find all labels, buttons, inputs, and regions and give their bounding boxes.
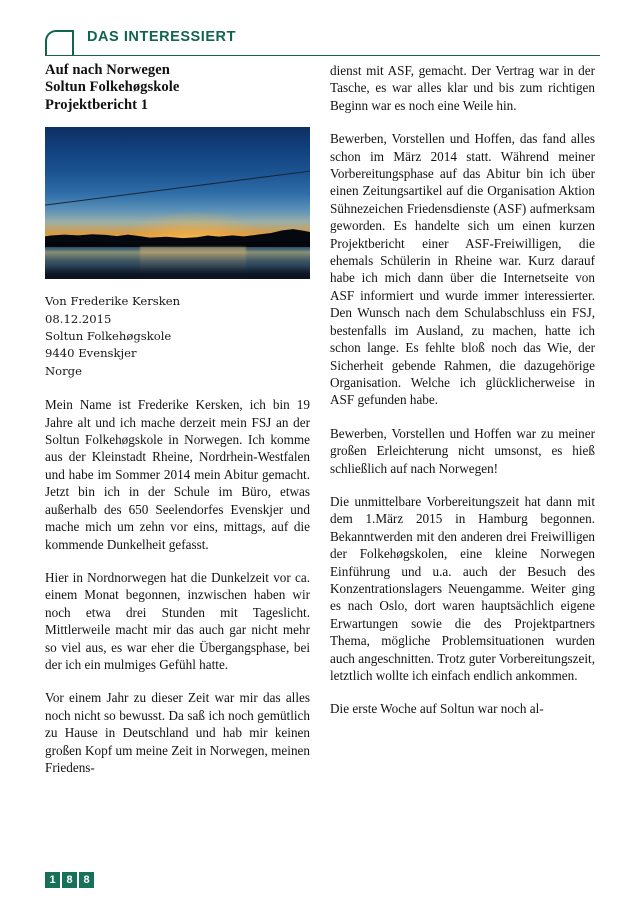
page-number [45,872,94,888]
byline-author: Von Frederike Kersken [45,294,181,309]
article-title-line-3: Projektbericht 1 [45,96,149,113]
article-photo [45,127,310,279]
paragraph: dienst mit ASF, gemacht. Der Vertrag war in der Tasche, es war alles klar und bis zum richtigen Beginn war es noch eine Weile hin. [330,63,595,113]
paragraph: Hier in Nordnorwegen hat die Dunkelzeit vor ca. einem Monat begonnen, inzwischen haben wir noch etwa drei Stunden mit Tageslicht. Mittlerweile macht mir das auch gar nicht mehr so viel aus, es war eher die Übergangsphase, bei der ich ein mulmiges Gefühl hatte. [45,569,310,672]
left-column [45,62,310,792]
article-title-line-2: Soltun Folkehøgskole [45,79,180,96]
byline-school: Soltun Folkehøgskole [45,329,172,344]
left-column-body [45,396,310,776]
right-column [330,62,595,734]
byline-postal-city: 9440 Evenskjer [45,346,137,361]
byline-block [45,293,310,380]
section-header [45,28,600,60]
article-title-line-1: Auf nach Norwegen [45,62,170,78]
paragraph: Bewerben, Vorstellen und Hoffen, das fand alles schon im März 2014 statt. Während meiner Vorbereitungsphase auf das Abitur bin ich über einen Zeitungsartikel auf die Organisation Aktion Sühnezeichen Friedensdienste (ASF) aufmerksam geworden. Es handelte sich um einen kurzen Projektbericht einer ASF-Freiwilligen, die ehemals Schülerin in Rheine war. Kurz darauf habe ich mich dann über die Internetseite von ASF informiert und wurde immer interessierter. Den Wunsch nach dem Schulabschluss ein FSJ, bestenfalls im Ausland, zu machen, hatte ich schon lange. Es fehlte bloß noch das Wie, der Sicherheit gebende Rahmen, die dazugehörige Organisation. Welche ich glücklicherweise in ASF gefunden habe. [330,131,595,408]
paragraph: Die unmittelbare Vorbereitungszeit hat dann mit dem 1.März 2015 in Hamburg begonnen. Bekanntwerden mit den anderen drei Freiwilligen der Folkehøgskolen, eine kleine Norwegen Einführung und u.a. auch der Besuch des Konzentrationslagers Neuengamme. Weiter ging es nach Oslo, dort waren hauptsächlich eigene Erwartungen sowie die des Projektpartners Thema, mögliche Problemsituationen wurden auch angeschnitten. Trotz guter Vorbereitungszeit, letztlich wollte ich einfach endlich ankommen. [330,493,595,683]
paragraph: Vor einem Jahr zu dieser Zeit war mir das alles noch nicht so bewusst. Da saß ich noch gemütlich zu Hause in Deutschland und hab mir keinen großen Kopf um meine Zeit in Norwegen, meinen Friedens- [45,690,310,775]
page-number-digit: 8 [79,872,94,888]
page-number-digit: 8 [62,872,77,888]
header-divider-rule [45,55,600,56]
paragraph: Die erste Woche auf Soltun war noch al- [330,701,544,717]
page-number-digit: 1 [45,872,60,888]
photo-shoreline [45,267,310,279]
byline-date: 08.12.2015 [45,311,112,326]
section-label: DAS INTERESSIERT [87,29,236,45]
article-title [45,62,310,114]
paragraph: Mein Name ist Frederike Kersken, ich bin 19 Jahre alt und ich mache derzeit mein FSJ an der Soltun Folkehøgskole in Norwegen. Ich komme aus der Kleinstadt Rheine, Nordrhein-Westfalen und habe im Sommer 2014 mein Abitur gemacht. Jetzt bin ich in der Schule im Büro, etwas außerhalb des 650 Seelendorfes Evenskjer und mache mich um zehn vor eins, mittags, auf die kommende Dunkelheit gefasst. [45,397,310,552]
right-column-body [330,62,595,718]
corner-bracket-decoration [45,30,74,56]
byline-country: Norge [45,363,82,378]
paragraph: Bewerben, Vorstellen und Hoffen war zu meiner großen Erleichterung nicht umsonst, es hieß schließlich auf nach Norwegen! [330,425,595,476]
